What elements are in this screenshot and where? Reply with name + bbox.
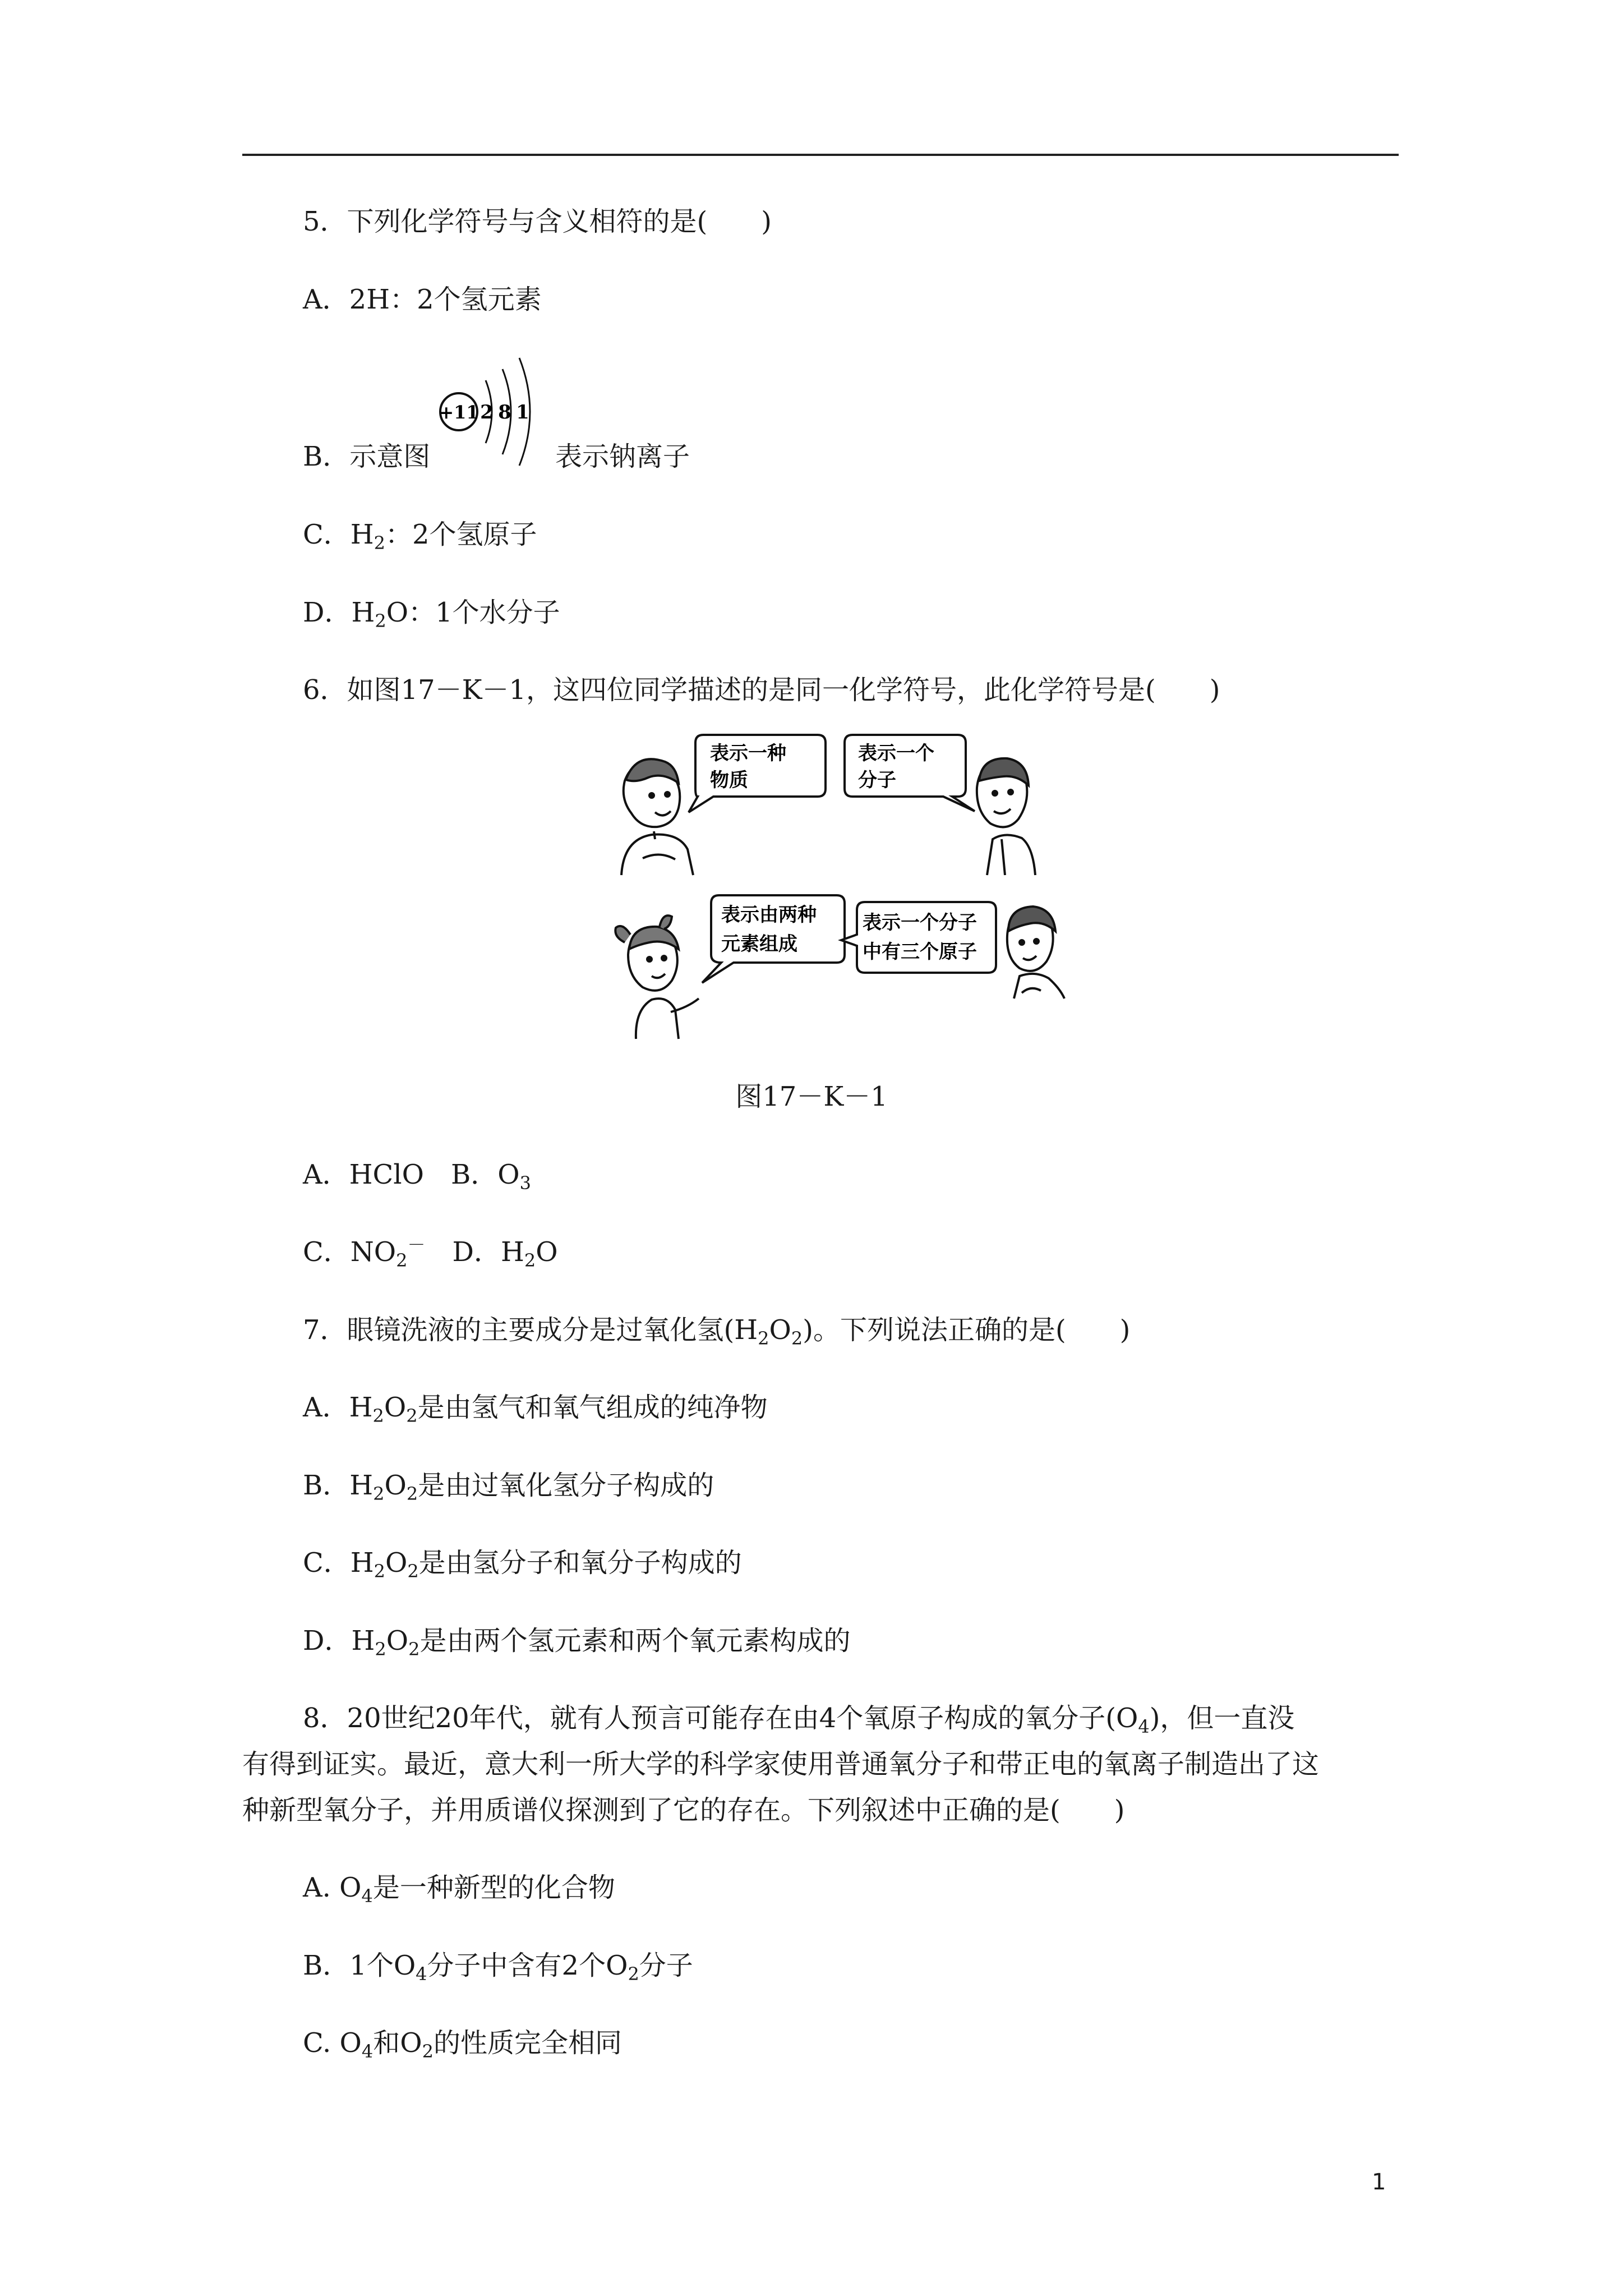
speech-bubble-3 [702,895,845,983]
q8-option-a: A. $O_4$是一种新型的化合物 [303,1872,615,1907]
speech-bubble-1 [689,735,826,812]
q6-stem: 6．如图17－K－1，这四位同学描述的是同一化学符号，此化学符号是( ) [303,674,1220,706]
q8-option-c: C. $O_4$和$O_2$的性质完全相同 [303,2027,622,2062]
bubble-1-line-2: 物质 [710,769,748,792]
q7-option-c: C．$H_2O_2$是由氢分子和氧分子构成的 [303,1547,742,1582]
q8-stem-line-2: 有得到证实。最近，意大利一所大学的科学家使用普通氧分子和带正电的氧离子制造出了这 [242,1749,1320,1780]
bubble-3-line-1: 表示由两种 [721,904,817,926]
nucleus-charge: +11 [439,402,479,423]
q7-option-b: B．$H_2O_2$是由过氧化氢分子构成的 [303,1470,714,1504]
bubble-1-line-1: 表示一种 [710,742,786,765]
q5-option-b-prefix: B．示意图 [303,441,431,472]
shell-1-count: 2 [480,401,494,424]
bubble-2-line-2: 分子 [858,769,896,792]
sodium-atom-diagram [433,349,545,478]
q5-option-c: C．$H_2$：2个氢原子 [303,519,537,554]
page-number: 1 [1372,2169,1386,2195]
speech-bubble-2 [845,735,975,811]
header-rule [242,154,1399,156]
q7-option-d: D．$H_2O_2$是由两个氢元素和两个氧元素构成的 [303,1625,851,1660]
q5-option-b-suffix: 表示钠离子 [555,441,690,472]
student-bottom-left [615,915,699,1039]
q7-option-a: A．$H_2O_2$是由氢气和氧气组成的纯净物 [303,1392,768,1427]
shell-2-count: 8 [498,401,511,424]
q5-option-a: A．2H：2个氢元素 [303,284,542,315]
bubble-4-line-2: 中有三个原子 [863,941,977,963]
q6-options-cd: C．$NO_2^-$ D．$H_2O$ [303,1234,558,1271]
q8-stem-line-1: 8．20世纪20年代，就有人预言可能存在由4个氧原子构成的氧分子$(O_4)$，但一直没 [303,1703,1295,1737]
bubble-4-line-1: 表示一个分子 [863,912,977,934]
student-bottom-right [1007,907,1064,999]
bubble-2-line-1: 表示一个 [858,742,934,765]
four-students-illustration [609,729,1091,1043]
student-top-right [977,758,1035,875]
q5-stem: 5．下列化学符号与含义相符的是( ) [303,206,772,237]
q5-option-d: D．$H_2O$：1个水分子 [303,597,560,632]
bubble-3-line-2: 元素组成 [721,933,797,955]
q7-stem: 7．眼镜洗液的主要成分是过氧化氢$(H_2O_2)$。下列说法正确的是( ) [303,1314,1131,1349]
q6-options-ab: A．HClO B．$O_3$ [303,1159,531,1194]
q8-option-b: B．1个$O_4$分子中含有2个$O_2$分子 [303,1950,693,1985]
q8-stem-line-3: 种新型氧分子，并用质谱仪探测到了它的存在。下列叙述中正确的是( ) [242,1795,1125,1826]
student-top-left [621,759,693,875]
figure-caption: 图17－K－1 [735,1081,888,1112]
shell-3-count: 1 [516,401,529,424]
speech-bubble-4 [841,902,996,973]
